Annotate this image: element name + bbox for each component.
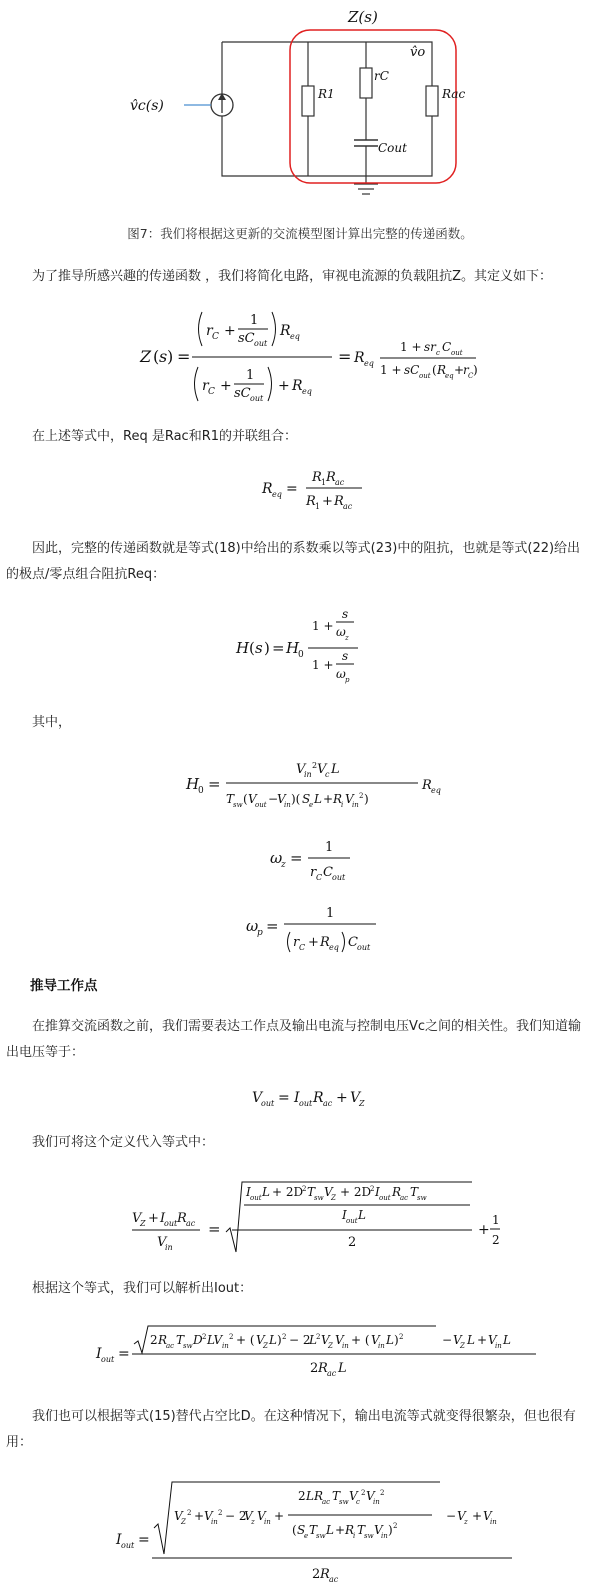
svg-text:V: V xyxy=(335,1333,344,1347)
resistor-r1-symbol xyxy=(302,86,314,116)
svg-text:=: = xyxy=(272,639,285,657)
svg-text:z: z xyxy=(464,1518,468,1526)
svg-text:2: 2 xyxy=(187,1509,192,1517)
svg-text:C: C xyxy=(468,372,474,380)
svg-text:out: out xyxy=(261,1099,275,1108)
svg-text:s: s xyxy=(342,649,349,663)
svg-text:s: s xyxy=(342,607,349,621)
svg-text:out: out xyxy=(451,349,463,357)
svg-text:C: C xyxy=(316,873,323,882)
svg-text:V: V xyxy=(324,1185,333,1199)
svg-text:+: + xyxy=(308,935,319,950)
paragraph-operating-point: 在推算交流函数之前，我们需要表达工作点及输出电流与控制电压Vc之间的相关性。我们知道输出电压等于： xyxy=(6,1019,582,1060)
svg-text:Z: Z xyxy=(263,1342,268,1350)
svg-text:+: + xyxy=(477,1333,488,1347)
svg-text:c: c xyxy=(325,770,330,779)
svg-text:i: i xyxy=(353,1532,356,1540)
svg-text:ω: ω xyxy=(336,667,346,681)
svg-text:in: in xyxy=(284,801,291,809)
svg-text:R: R xyxy=(262,481,273,497)
svg-text:L: L xyxy=(358,1208,366,1222)
svg-text:R: R xyxy=(326,470,336,485)
svg-text:R: R xyxy=(313,1090,324,1106)
svg-text:+: + xyxy=(274,1509,285,1523)
svg-text:out: out xyxy=(250,1194,262,1202)
svg-text:out: out xyxy=(332,873,346,882)
svg-text:V: V xyxy=(321,1333,330,1347)
svg-text:2: 2 xyxy=(393,1522,398,1530)
svg-text:LR: LR xyxy=(306,1489,324,1503)
svg-text:C: C xyxy=(299,943,306,952)
svg-text:R: R xyxy=(320,935,330,950)
svg-text:V: V xyxy=(174,1509,183,1523)
svg-text:sC: sC xyxy=(404,363,420,377)
svg-text:L: L xyxy=(331,762,340,777)
svg-text:T: T xyxy=(307,1185,316,1199)
svg-text:ac: ac xyxy=(327,1369,337,1378)
svg-text:2: 2 xyxy=(380,1489,385,1497)
svg-text:2: 2 xyxy=(298,1489,306,1503)
paragraph-where: 其中， xyxy=(6,715,72,730)
svg-text:+ 2D: + 2D xyxy=(340,1185,372,1199)
svg-text:V: V xyxy=(277,792,286,806)
svg-text:V: V xyxy=(374,1523,383,1537)
svg-text:+: + xyxy=(454,363,465,377)
svg-text:p: p xyxy=(345,676,350,684)
svg-text:2: 2 xyxy=(150,1333,158,1347)
svg-text:H: H xyxy=(186,775,200,793)
svg-text:=: = xyxy=(266,917,279,935)
svg-text:out: out xyxy=(101,1355,115,1364)
svg-text:1: 1 xyxy=(315,502,321,511)
svg-text:+: + xyxy=(194,1509,205,1523)
paragraph-duty-cycle: 我们也可以根据等式(15)替代占空比D。在这种情况下，输出电流等式就变得很繁杂，但也很有用： xyxy=(6,1409,576,1450)
svg-text:out: out xyxy=(346,1217,358,1225)
svg-text:eq: eq xyxy=(290,332,300,341)
svg-text:0: 0 xyxy=(198,786,204,796)
svg-text:+: + xyxy=(148,1211,159,1226)
svg-text:R: R xyxy=(280,323,291,339)
equation-req xyxy=(262,464,382,514)
svg-text:R: R xyxy=(177,1211,187,1226)
svg-text:V: V xyxy=(349,1489,358,1503)
svg-text:in: in xyxy=(211,1518,218,1526)
svg-text:eq: eq xyxy=(272,490,282,499)
svg-text:z: z xyxy=(251,1518,255,1526)
svg-text:1: 1 xyxy=(250,313,259,328)
rac-label: Rac xyxy=(442,87,466,101)
svg-text:ac: ac xyxy=(329,1575,339,1584)
svg-text:C: C xyxy=(348,935,358,950)
svg-text:2: 2 xyxy=(310,1361,319,1376)
paragraph-impedance-intro: 为了推导所感兴趣的传递函数 ，我们将简化电路，审视电流源的负载阻抗Z。其定义如下： xyxy=(6,269,553,284)
svg-text:+: + xyxy=(323,792,334,806)
svg-text:)(: )( xyxy=(291,792,301,806)
svg-text:LV: LV xyxy=(207,1333,223,1347)
svg-text:1 +: 1 + xyxy=(312,619,334,633)
svg-text:D: D xyxy=(193,1333,203,1347)
svg-text:T: T xyxy=(226,792,235,806)
svg-text:−: − xyxy=(446,1509,457,1523)
resistor-rc-symbol xyxy=(360,68,372,98)
equation-h-of-s xyxy=(236,606,386,696)
z-label: Z(s) xyxy=(348,8,378,26)
svg-text:in: in xyxy=(264,1518,271,1526)
svg-text:R: R xyxy=(312,470,322,485)
svg-text:2: 2 xyxy=(359,792,364,800)
svg-text:C: C xyxy=(208,387,215,397)
svg-text:L: L xyxy=(314,792,322,806)
svg-text:V: V xyxy=(244,1509,253,1523)
svg-text:out: out xyxy=(419,372,431,380)
svg-text:L: L xyxy=(503,1333,511,1347)
section-heading: 推导工作点 xyxy=(30,978,98,994)
svg-text:R: R xyxy=(158,1333,168,1347)
svg-text:z: z xyxy=(345,634,349,642)
svg-text:+: + xyxy=(335,1523,346,1537)
equation-iout-2 xyxy=(116,1478,520,1586)
svg-text:V: V xyxy=(204,1509,213,1523)
svg-text:=: = xyxy=(338,347,352,366)
svg-text:V: V xyxy=(296,762,306,777)
svg-text:eq: eq xyxy=(329,943,339,952)
svg-text:Z: Z xyxy=(359,1099,365,1108)
svg-text:+ (: + ( xyxy=(236,1333,255,1347)
paragraph-substitute: 我们可将这个定义代入等式中： xyxy=(6,1135,215,1150)
svg-text:2: 2 xyxy=(316,1333,321,1341)
svg-text:eq: eq xyxy=(302,387,312,396)
svg-text:1: 1 xyxy=(492,1213,500,1227)
svg-text:L: L xyxy=(338,1361,347,1376)
svg-text:+: + xyxy=(322,494,333,509)
svg-text:c: c xyxy=(436,349,440,357)
svg-text:=: = xyxy=(177,347,191,366)
svg-text:T: T xyxy=(176,1333,185,1347)
equation-vz-ratio xyxy=(132,1178,502,1256)
svg-text:H: H xyxy=(236,639,250,657)
svg-text:V: V xyxy=(453,1333,462,1347)
svg-text:Z: Z xyxy=(140,347,152,366)
svg-text:2: 2 xyxy=(492,1233,500,1247)
svg-text:V: V xyxy=(488,1333,497,1347)
svg-text:V: V xyxy=(257,1509,266,1523)
svg-text:ω: ω xyxy=(270,849,283,867)
svg-text:R: R xyxy=(318,1361,328,1376)
svg-text:1 +: 1 + xyxy=(380,363,402,377)
svg-text:+: + xyxy=(472,1509,483,1523)
svg-text:out: out xyxy=(250,394,264,403)
svg-text:+ (: + ( xyxy=(351,1333,370,1347)
vc-label: v̂c(s) xyxy=(130,98,164,114)
svg-text:2: 2 xyxy=(361,1489,366,1497)
svg-text:): ) xyxy=(167,347,174,366)
svg-text:R: R xyxy=(333,792,343,806)
svg-text:i: i xyxy=(341,801,344,809)
r1-label: R1 xyxy=(318,87,335,101)
svg-text:+: + xyxy=(220,378,232,394)
svg-text:2: 2 xyxy=(399,1333,404,1341)
svg-text:+: + xyxy=(224,323,236,339)
svg-text:sw: sw xyxy=(233,801,243,809)
svg-text:V: V xyxy=(252,1090,263,1106)
equation-omega-p xyxy=(246,904,386,960)
equation-iout-1 xyxy=(96,1322,544,1384)
paragraph-transfer-function-intro: 因此，完整的传递函数就是等式(18)中给出的系数乘以等式(23)中的阻抗，也就是等式(22)给出的极点/零点组合阻抗Req： xyxy=(6,541,581,582)
svg-text:sr: sr xyxy=(424,340,436,354)
svg-text:(: ( xyxy=(243,792,248,806)
svg-text:C: C xyxy=(323,865,333,880)
svg-text:H: H xyxy=(286,639,300,657)
svg-text:I: I xyxy=(160,1211,166,1226)
svg-text:R: R xyxy=(354,350,365,366)
svg-text:in: in xyxy=(165,1243,173,1252)
svg-text:1 +: 1 + xyxy=(312,658,334,672)
svg-text:I: I xyxy=(116,1532,122,1548)
svg-text:1: 1 xyxy=(246,368,255,383)
svg-text:R: R xyxy=(345,1523,355,1537)
svg-text:S: S xyxy=(297,1523,306,1537)
svg-text:T: T xyxy=(332,1489,341,1503)
svg-text:z: z xyxy=(281,860,286,870)
svg-text:ω: ω xyxy=(246,917,259,935)
svg-text:s: s xyxy=(255,639,263,657)
svg-text:V: V xyxy=(457,1509,466,1523)
rc-label: rC xyxy=(374,69,389,83)
svg-text:L: L xyxy=(309,1333,317,1347)
svg-text:R: R xyxy=(334,494,344,509)
svg-text:R: R xyxy=(392,1185,402,1199)
svg-text:Z: Z xyxy=(460,1342,465,1350)
svg-text:eq: eq xyxy=(431,786,441,795)
svg-text:sw: sw xyxy=(364,1532,374,1540)
svg-text:−: − xyxy=(268,792,279,806)
svg-text:p: p xyxy=(257,928,263,938)
svg-text:): ) xyxy=(264,639,270,657)
capacitor-cout-symbol xyxy=(354,140,378,146)
svg-text:in: in xyxy=(373,1498,380,1506)
svg-text:out: out xyxy=(255,801,267,809)
svg-text:sC: sC xyxy=(234,386,251,401)
svg-text:(: ( xyxy=(292,1523,297,1537)
paragraph-req-intro: 在上述等式中，Req 是Rac和R1的并联组合： xyxy=(6,429,297,444)
svg-text:Z: Z xyxy=(328,1342,333,1350)
svg-text:Z: Z xyxy=(181,1518,186,1526)
svg-text:): ) xyxy=(473,363,478,377)
svg-text:V: V xyxy=(366,1489,375,1503)
svg-text:sw: sw xyxy=(183,1342,193,1350)
svg-text:V: V xyxy=(345,792,354,806)
svg-text:L: L xyxy=(386,1333,394,1347)
svg-text:ω: ω xyxy=(336,625,346,639)
svg-text:ac: ac xyxy=(323,1099,333,1108)
svg-text:): ) xyxy=(394,1333,399,1347)
svg-text:ac: ac xyxy=(343,502,353,511)
current-source-symbol xyxy=(184,93,233,116)
svg-text:sC: sC xyxy=(238,331,255,346)
svg-text:r: r xyxy=(310,865,317,880)
svg-text:C: C xyxy=(212,332,219,342)
svg-text:e: e xyxy=(304,1532,309,1540)
svg-text:I: I xyxy=(96,1346,102,1362)
svg-text:L: L xyxy=(262,1185,270,1199)
svg-text:I: I xyxy=(342,1208,347,1222)
svg-text:1: 1 xyxy=(325,840,334,855)
vo-label: v̂o xyxy=(410,45,426,60)
svg-text:L: L xyxy=(269,1333,277,1347)
svg-text:V: V xyxy=(317,762,327,777)
svg-text:out: out xyxy=(254,339,268,348)
svg-text:2: 2 xyxy=(218,1509,223,1517)
svg-text:C: C xyxy=(442,340,452,354)
svg-text:T: T xyxy=(309,1523,318,1537)
svg-text:−: − xyxy=(442,1333,453,1347)
svg-text:V: V xyxy=(483,1509,492,1523)
svg-text:ac: ac xyxy=(166,1342,175,1350)
svg-text:+ 2D: + 2D xyxy=(272,1185,304,1199)
svg-text:(: ( xyxy=(432,363,437,377)
svg-text:ac: ac xyxy=(400,1194,409,1202)
svg-text:): ) xyxy=(277,1333,282,1347)
svg-text:2: 2 xyxy=(302,1185,307,1193)
svg-text:V: V xyxy=(371,1333,380,1347)
equation-h0 xyxy=(186,758,446,816)
svg-text:=: = xyxy=(290,849,303,867)
equation-omega-z xyxy=(270,836,370,886)
svg-text:+: + xyxy=(336,1090,348,1106)
svg-text:I: I xyxy=(375,1185,380,1199)
svg-text:out: out xyxy=(121,1541,135,1550)
svg-text:out: out xyxy=(299,1099,313,1108)
svg-text:eq: eq xyxy=(445,372,454,380)
svg-text:V: V xyxy=(248,792,257,806)
svg-text:(: ( xyxy=(249,639,255,657)
svg-text:V: V xyxy=(132,1211,142,1226)
svg-text:r: r xyxy=(293,935,300,950)
svg-text:r: r xyxy=(463,363,469,377)
svg-text:=: = xyxy=(278,1090,290,1106)
svg-text:e: e xyxy=(309,801,314,809)
svg-text:+: + xyxy=(278,378,290,394)
svg-text:in: in xyxy=(222,1342,229,1350)
svg-text:): ) xyxy=(388,1523,393,1537)
circuit-figure xyxy=(0,0,600,215)
svg-text:1 +: 1 + xyxy=(400,340,422,354)
svg-text:2: 2 xyxy=(348,1235,357,1250)
svg-text:R: R xyxy=(306,494,316,509)
svg-text:2: 2 xyxy=(202,1333,207,1341)
svg-text:sw: sw xyxy=(314,1194,324,1202)
svg-text:R: R xyxy=(422,778,432,793)
svg-text:r: r xyxy=(202,378,209,394)
svg-text:): ) xyxy=(364,792,369,806)
svg-text:sw: sw xyxy=(339,1498,349,1506)
cout-label: Cout xyxy=(378,141,407,155)
svg-text:− 2: − 2 xyxy=(225,1509,247,1523)
svg-text:in: in xyxy=(490,1518,497,1526)
svg-text:2: 2 xyxy=(370,1185,375,1193)
svg-text:2: 2 xyxy=(312,1567,321,1582)
svg-text:L: L xyxy=(326,1523,334,1537)
figure-caption: 图7：我们将根据这更新的交流模型图计算出完整的传递函数。 xyxy=(127,226,473,241)
svg-text:ac: ac xyxy=(335,478,345,487)
svg-text:out: out xyxy=(357,943,371,952)
svg-text:Z: Z xyxy=(331,1194,336,1202)
svg-text:− 2: − 2 xyxy=(289,1333,311,1347)
svg-text:in: in xyxy=(381,1532,388,1540)
svg-text:=: = xyxy=(208,775,221,793)
svg-text:sw: sw xyxy=(316,1532,326,1540)
svg-text:L: L xyxy=(467,1333,475,1347)
svg-text:=: = xyxy=(208,1220,221,1238)
svg-text:ac: ac xyxy=(322,1498,331,1506)
svg-text:R: R xyxy=(320,1567,330,1582)
svg-text:2: 2 xyxy=(312,761,318,770)
svg-text:V: V xyxy=(350,1090,361,1106)
svg-text:in: in xyxy=(342,1342,349,1350)
svg-text:in: in xyxy=(304,770,312,779)
svg-text:(: ( xyxy=(153,347,160,366)
paragraph-solve-iout: 根据这个等式，我们可以解析出Iout： xyxy=(6,1281,253,1296)
svg-text:+: + xyxy=(478,1222,490,1238)
svg-text:S: S xyxy=(302,792,311,806)
svg-text:in: in xyxy=(378,1342,385,1350)
svg-text:V: V xyxy=(157,1235,167,1250)
equation-vout xyxy=(252,1084,382,1114)
svg-text:in: in xyxy=(352,801,359,809)
svg-text:R: R xyxy=(437,363,447,377)
svg-text:2: 2 xyxy=(282,1333,287,1341)
svg-text:s: s xyxy=(159,347,168,366)
svg-text:=: = xyxy=(286,481,298,497)
svg-text:I: I xyxy=(246,1185,251,1199)
svg-text:2: 2 xyxy=(229,1333,234,1341)
svg-text:T: T xyxy=(410,1185,419,1199)
svg-text:out: out xyxy=(379,1194,391,1202)
svg-text:sw: sw xyxy=(417,1194,427,1202)
svg-text:r: r xyxy=(206,323,213,339)
svg-text:Z: Z xyxy=(140,1219,146,1228)
svg-text:=: = xyxy=(138,1532,150,1548)
svg-text:eq: eq xyxy=(364,359,374,368)
svg-text:out: out xyxy=(164,1219,178,1228)
svg-text:1: 1 xyxy=(321,478,327,487)
svg-text:ac: ac xyxy=(186,1219,196,1228)
svg-text:T: T xyxy=(357,1523,366,1537)
svg-text:V: V xyxy=(256,1333,265,1347)
svg-text:I: I xyxy=(294,1090,300,1106)
svg-text:in: in xyxy=(495,1342,502,1350)
svg-text:0: 0 xyxy=(298,650,304,660)
svg-text:R: R xyxy=(292,378,303,394)
equation-z-of-s xyxy=(140,302,500,412)
svg-text:c: c xyxy=(356,1498,360,1506)
resistor-rac-symbol xyxy=(426,86,438,116)
svg-text:=: = xyxy=(118,1346,130,1362)
svg-text:1: 1 xyxy=(326,906,335,921)
